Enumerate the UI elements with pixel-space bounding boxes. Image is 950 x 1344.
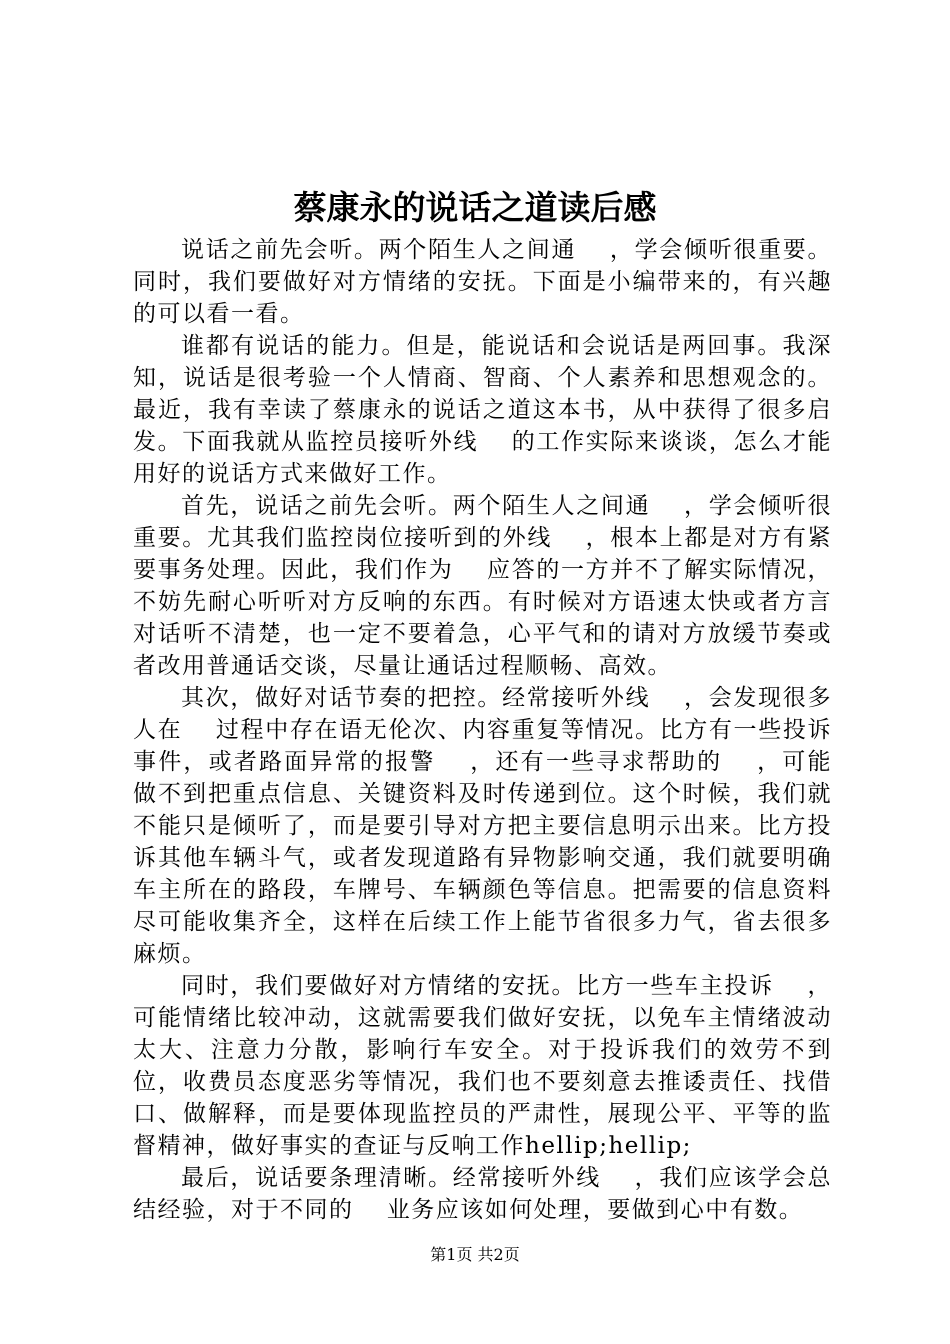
paragraph-2: 首先，说话之前先会听。两个陌生人之间通 ，学会倾听很重要。尤其我们监控岗位接听到的外线 ，根本上都是对方有紧要事务处理。因此，我们作为 应答的一方并不了解实际情况，不妨先耐心听听对方反响的东西。有时候对方语速太快或者方言对话听不清楚，也一定不要着急，心平气和的请对方放缓节奏或者改用普通话交谈，尽量让通话过程顺畅、高效。 <box>133 493 832 679</box>
page-footer <box>0 1244 950 1266</box>
paragraph-1: 谁都有说话的能力。但是，能说话和会说话是两回事。我深知，说话是很考验一个人情商、智商、个人素养和思想观念的。最近，我有幸读了蔡康永的说话之道这本书，从中获得了很多启发。下面我就从监控员接听外线 的工作实际来谈谈，怎么才能用好的说话方式来做好工作。 <box>133 333 832 487</box>
document-title: 蔡康永的说话之道读后感 <box>293 188 657 227</box>
paragraph-4: 同时，我们要做好对方情绪的安抚。比方一些车主投诉 ，可能情绪比较冲动，这就需要我们做好安抚，以免车主情绪波动太大、注意力分散，影响行车安全。对于投诉我们的效劳不到位，收费员态度恶劣等情况，我们也不要刻意去推诿责任、找借口、做解释，而是要体现监控员的严肃性，展现公平、平等的监督精神，做好事实的查证与反响工作hellip;hellip; <box>133 973 832 1159</box>
paragraph-intro: 说话之前先会听。两个陌生人之间通 ，学会倾听很重要。同时，我们要做好对方情绪的安抚。下面是小编带来的，有兴趣的可以看一看。 <box>133 237 832 327</box>
page-number: 第1页 共2页 <box>430 1245 520 1264</box>
document-body <box>133 234 832 1226</box>
paragraph-5: 最后，说话要条理清晰。经常接听外线 ，我们应该学会总结经验，对于不同的 业务应该如何处理，要做到心中有数。 <box>133 1165 832 1223</box>
paragraph-3: 其次，做好对话节奏的把控。经常接听外线 ，会发现很多人在 过程中存在语无伦次、内容重复等情况。比方有一些投诉事件，或者路面异常的报警 ，还有一些寻求帮助的 ，可能做不到把重点信息、关键资料及时传递到位。这个时候，我们就不能只是倾听了，而是要引导对方把主要信息明示出来。比方投诉其他车辆斗气，或者发现道路有异物影响交通，我们就要明确车主所在的路段，车牌号、车辆颜色等信息。把需要的信息资料尽可能收集齐全，这样在后续工作上能节省很多力气，省去很多麻烦。 <box>133 685 832 967</box>
